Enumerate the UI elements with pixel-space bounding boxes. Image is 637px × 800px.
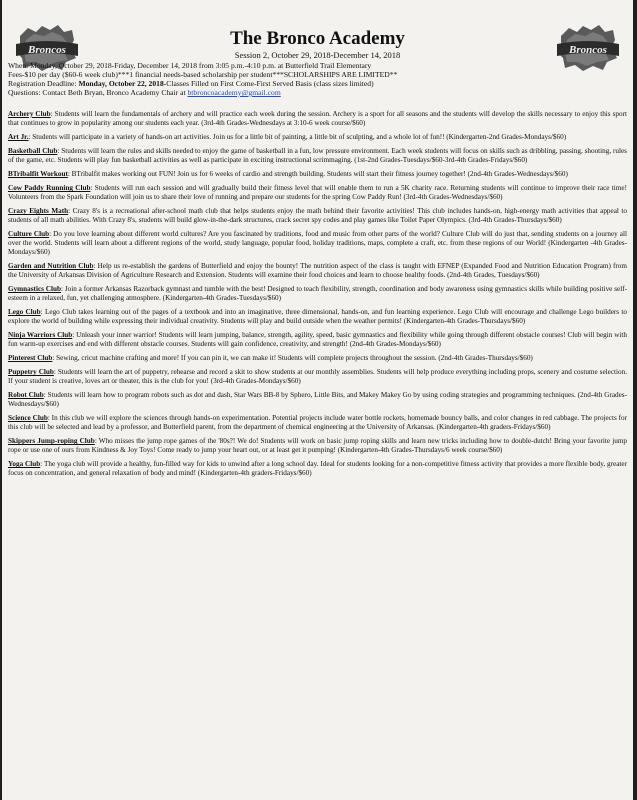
club-name: Pinterest Club <box>8 354 53 363</box>
club-name: Garden and Nutrition Club <box>8 262 94 271</box>
club-name: Cow Paddy Running Club <box>8 184 91 193</box>
club-entry <box>8 230 627 257</box>
logo-text-right: Broncos <box>569 44 607 56</box>
club-description: : Students will run each session and will gradually build their fitness level that will enable them to run a 5K charity race. Returning students will continue to improve their race time! Volunteers from the Spark Foundation will join us to share their love of running and prepare our students for the spring Cow Paddy Run! (3rd-4th Grades-Wednesdays/$60) <box>8 184 627 202</box>
flyer-page <box>2 0 633 800</box>
club-description: : Join a former Arkansas Razorback gymnast and tumble with the best! Designed to teach flexibility, strength, coordination and body awareness using gymnastics skills while building positive self-esteem in a relaxed, fun, yet challenging atmosphere. (Kindergarten-4th Grades-Tuesdays/$60) <box>8 285 627 302</box>
club-entry <box>8 133 627 142</box>
deadline-date: Monday, October 22, 2018 <box>78 79 164 88</box>
club-description: : Students will learn how to program robots such as dot and dash, Star Wars BB-8 by Sphero, Little Bits, and Makey Makey Go by using coding strategies and programming techniques. (2nd-4th Grades-Wednesdays/$60) <box>8 391 627 409</box>
club-name: Skippers Jump-roping Club <box>8 437 95 446</box>
deadline-suffix: -Classes Filled on First Come-First Served Basis (class sizes limited) <box>163 79 374 88</box>
club-description: : Do you love learning about different world cultures? Are you fascinated by traditions, food and music from other parts of the world? Culture Club will do just that, sending students on a journey all over the world. Students will learn about a different regions of the world, study language, popular food, holiday traditions, maps, complete a craft, etc. from these regions of our World! (Kindergarten -4th Grades-Mondays/$60) <box>8 230 627 256</box>
fees-line: Fees-$10 per day ($60-6 week club)***1 financial needs-based scholarship per student***SCHOLARSHIPS ARE LIMITED** <box>8 70 398 79</box>
club-name: Science Club <box>8 414 48 423</box>
club-name: Lego Club <box>8 308 41 317</box>
club-name: Gymnastics Club <box>8 285 61 294</box>
logo-text-left: Broncos <box>28 44 66 56</box>
club-entry <box>8 437 627 455</box>
deadline-line <box>8 79 627 88</box>
info-block <box>8 61 627 97</box>
contact-email-link[interactable]: btbroncoacademy@gmail.com <box>187 88 281 97</box>
session-dates: Session 2, October 29, 2018-December 14, 2018 <box>234 50 401 60</box>
club-description: : Unleash your inner warrior! Students will learn jumping, balance, strength, agility, speed, basic gymnastics and flexibility while going through different obstacle courses! Club will begin with fun warm-up exercises and end with different obstacle courses. Students will gain confidence, creativity, and strength! (2nd-4th Grades-Mondays/$60) <box>8 331 627 348</box>
questions-prefix: Questions: Contact Beth Bryan, Bronco Academy Chair at <box>8 88 186 97</box>
page-title: The Bronco Academy <box>230 28 405 49</box>
club-name: Archery Club <box>8 110 51 118</box>
club-entry <box>8 147 627 165</box>
club-description: : Students will participate in a variety of hands-on art activities. Join us for a little bit of painting, a little bit of sculpting, and a whole lot of fun!! (Kindergarten-2nd Grades-Mondays/$60) <box>28 133 567 141</box>
deadline-prefix: Registration Deadline: <box>8 79 77 88</box>
club-description: : The yoga club will provide a healthy, fun-filled way for kids to unwind after a long school day. Ideal for students looking for a non-competitive fitness activity that provides a more flexible body, greater focus on concentration, and general relaxation of body and mind! (Kindergarten-4th graders-Fridays/$60) <box>8 460 628 478</box>
club-description: : Students will learn the fundamentals of archery and will practice each week during the session. Archery is a sport for all seasons and the students will develop the skills necessary to enjoy this sport that continues to grow in popularity among our students each year. (3rd-4th Grades-Wednesdays at 3:10-6 week course/$60) <box>8 110 627 127</box>
club-entry <box>8 207 627 225</box>
club-description: : Who misses the jump rope games of the '80s?! We do! Students will work on basic jump roping skills and learn new tricks including how to double-dutch! Bring your favorite jump rope or use one of ours from Kindness & Joy Toys! Come ready to jump your heart out, or at least get it pumping! (Kindergarten-4th Grades-Thursdays/6 week course/$60) <box>8 437 627 455</box>
club-description: : Sewing, cricut machine crafting and more! If you can pin it, we can make it! Students will complete projects throughout the session. (2nd-4th Grades-Thursdays/$60) <box>52 354 533 363</box>
club-name: Crazy Eights Math <box>8 207 69 216</box>
club-entry <box>8 391 627 409</box>
club-name: Puppetry Club <box>8 368 54 377</box>
club-description: : In this club we will explore the sciences through hands-on experimentation. Potential projects include water bottle rockets, homemade bouncy balls, and color changes in red cabbage. The projects for this club will be selected and lead by a professor, and Butterfield parent, from the department of chemical engineering at the University of Arkansas. (Kindergarten-4th graders-Fridays/$60) <box>8 414 627 432</box>
club-description: : Lego Club takes learning out of the pages of a textbook and into an imaginative, three dimensional, hands-on, and fun learning experience. Lego Club will encourage and challenge Lego builders to explore the world of building while expressing their individual creativity. Students will play and build outside when the weather permits! (Kindergarten-4th Grades-Thursdays/$60) <box>8 308 627 325</box>
club-description: : Students will learn the rules and skills needed to enjoy the game of basketball in a fun, low pressure environment. Each week students will focus on skills such as dribbling, passing, shooting, rules of the game, etc. Students will play fun basketball activities as well as participate in exciting instructional scrimmaging. (1st-2nd Grades-Tuesdays/$60-3rd-4th Grades-Fridays/$60) <box>8 147 627 164</box>
when-line: When: Monday, October 29, 2018-Friday, December 14, 2018 from 3:05 p.m.-4:10 p.m. at Butterfield Trail Elementary <box>8 61 372 70</box>
club-entry <box>8 285 627 303</box>
club-description: : Students will learn the art of puppetry, rehearse and record a skit to show students at our monthly assemblies. Students will help produce everything including props, scenery and costume selection. If your student is creative, loves art or theater, this is the club for you! (3rd-4th Grades-Mondays/$60) <box>8 368 627 386</box>
club-description: : BTribalfit makes working out FUN! Join us for 6 weeks of cardio and strength building. Students will start their fitness journey together! (2nd-4th Grades-Wednesdays/$60) <box>67 170 568 179</box>
club-entry <box>8 308 627 326</box>
club-name: BTribalfit Workout <box>8 170 68 179</box>
club-description: : Crazy 8's is a recreational after-school math club that helps students enjoy the math behind their favorite activities! This club includes hands-on, high-energy math activities that appeal to students of all math abilities. With Crazy 8's, students will build glow-in-the-dark structures, crack secret spy codes and play games like Toilet Paper Olympics. (3rd-4th Grades-Thursdays/$60) <box>8 207 627 225</box>
club-entry <box>8 262 627 280</box>
questions-line <box>8 88 627 97</box>
club-entry <box>8 414 627 432</box>
club-name: Yoga Club <box>8 460 41 469</box>
club-entry <box>8 331 627 349</box>
club-entry <box>8 460 627 478</box>
club-name: Ninja Warriors Club <box>8 331 73 340</box>
club-list <box>8 110 627 483</box>
club-name: Culture Club <box>8 230 50 239</box>
club-name: Robot Club <box>8 391 44 400</box>
club-name: Art Jr. <box>8 133 29 141</box>
club-name: Basketball Club <box>8 147 58 156</box>
club-entry <box>8 368 627 386</box>
club-entry <box>8 354 627 363</box>
club-description: : Help us re-establish the gardens of Butterfield and enjoy the bounty! The nutrition aspect of the class is taught with EFNEP (Expanded Food and Nutrition Education Program) from the University of Arkansas Division of Agriculture Research and Extension. Students will examine their food choices and learn to choose healthy foods. (2nd-4th Grades, Tuesdays/$60) <box>8 262 627 279</box>
club-entry <box>8 110 627 128</box>
club-entry <box>8 184 627 202</box>
club-entry <box>8 170 627 179</box>
